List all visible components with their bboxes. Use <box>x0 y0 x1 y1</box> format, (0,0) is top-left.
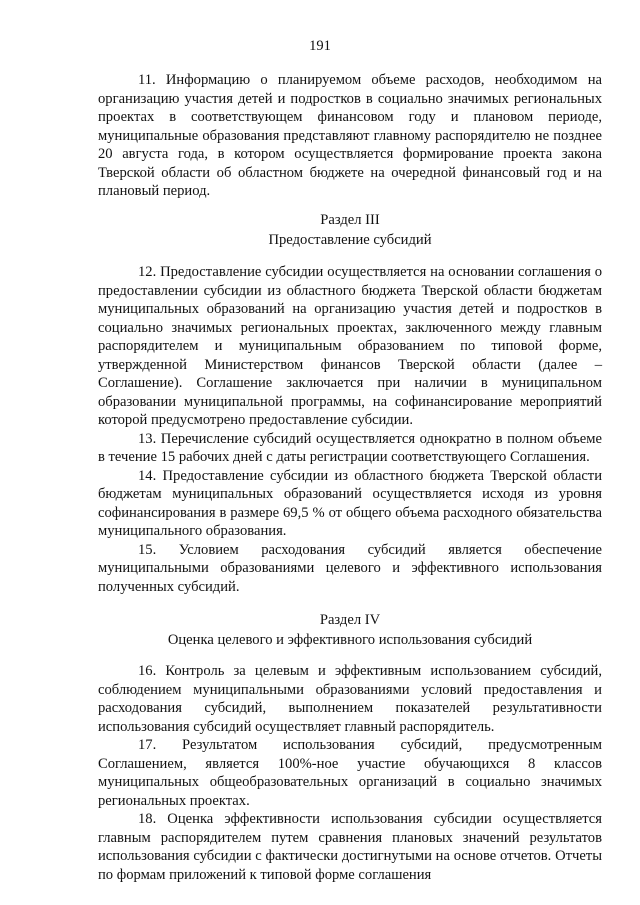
paragraph-block-3 <box>98 662 602 884</box>
paragraph-18: 18. Оценка эффективности использования субсидии осуществляется главным распорядителем путем сравнения плановых значений результатов использования субсидии с фактически достигнутыми на основе отчетов. Отчеты по формам приложений к типовой форме соглашения <box>98 811 602 883</box>
paragraph-17: 17. Результатом использования субсидий, предусмотренным Соглашением, является 100%-ное участие обучающихся 8 классов муниципальных общеобразовательных организаций в социально значимых региональных проектах. <box>98 737 602 809</box>
section-number: Раздел III <box>320 212 380 228</box>
section-heading-3 <box>98 210 602 250</box>
paragraph-13: 13. Перечисление субсидий осуществляется однократно в полном объеме в течение 15 рабочих дней с даты регистрации соответствующего Соглашения. <box>98 430 602 465</box>
paragraph-11: 11. Информацию о планируемом объеме расходов, необходимом на организацию участия детей и подростков в социально значимых региональных проектах в соответствующем финансовом году и плановом периоде, муниципальные образования представляют главному распорядителю не позднее 20 августа года, в котором осуществляется формирование проекта закона Тверской области об областном бюджете на очередной финансовый год и на плановый период. <box>98 72 602 199</box>
paragraph-16: 16. Контроль за целевым и эффективным использованием субсидий, соблюдением муниципальными образованиями условий предоставления и расходования субсидий, выполнением показателей результативности использования субсидий осуществляет главный распорядитель. <box>98 663 602 735</box>
section-number: Раздел IV <box>319 612 381 628</box>
page-number: 191 <box>309 38 331 54</box>
paragraph-block-2 <box>98 263 602 596</box>
paragraph-15: 15. Условием расходования субсидий является обеспечение муниципальными образованиями целевого и эффективного использования полученных субсидий. <box>98 541 602 595</box>
section-heading-4 <box>98 610 602 650</box>
section-title: Оценка целевого и эффективного использования субсидий <box>167 632 533 648</box>
paragraph-14: 14. Предоставление субсидии из областного бюджета Тверской области бюджетам муниципальных образований осуществляется исходя из уровня софинансирования в размере 69,5 % от общего объема расходного обязательства муниципального образования. <box>98 467 602 539</box>
paragraph-12: 12. Предоставление субсидии осуществляется на основании соглашения о предоставлении субсидии из областного бюджета Тверской области бюджетам муниципальных образований на организацию участия детей и подростков в социально значимых региональных проектах, заключенного между главным распорядителем и муниципальным образованием по типовой форме, утвержденной Министерством финансов Тверской области (далее – Соглашение). Соглашение заключается при наличии в муниципальном образовании муниципальной программы, на софинансирование мероприятий которой предусмотрено предоставление субсидии. <box>98 264 602 428</box>
section-title: Предоставление субсидий <box>268 232 432 248</box>
paragraph-block-1 <box>98 71 602 201</box>
